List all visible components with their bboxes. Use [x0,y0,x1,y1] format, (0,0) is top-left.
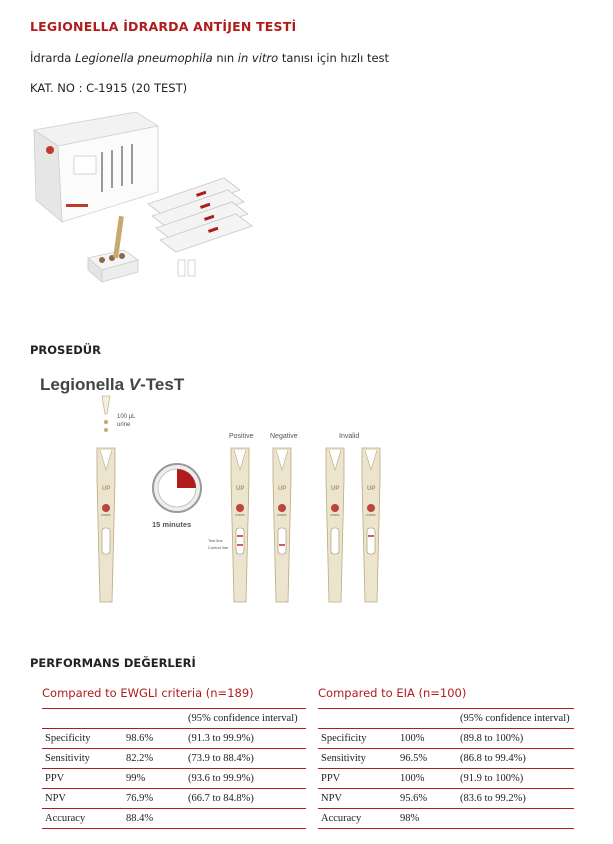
value-cell: 95.6% [400,789,460,809]
ci-cell [460,809,574,829]
value-cell: 98.6% [126,729,188,749]
value-cell: 76.9% [126,789,188,809]
metric-cell: Accuracy [42,809,126,829]
subtitle-suffix: tanısı için hızlı test [278,51,390,65]
value-cell: 99% [126,769,188,789]
table-row [318,789,574,809]
ci-cell: (83.6 to 99.2%) [460,789,574,809]
table-row [42,769,306,789]
device-up-label: UP [278,486,287,492]
device-logo: CORIS [366,513,376,517]
ci-cell: (89.8 to 100%) [460,729,574,749]
device-up-label: UP [331,486,340,492]
table-row [318,769,574,789]
subtitle-mid: nın [212,51,238,65]
subtitle-prefix: İdrarda [30,51,75,65]
device-logo: CORIS [235,513,245,517]
ci-cell: (91.3 to 99.9%) [188,729,306,749]
volume-label: 100 µL [117,414,136,420]
table-header-row [42,709,306,729]
value-cell: 88.4% [126,809,188,829]
product-description [30,51,389,65]
value-cell: 82.2% [126,749,188,769]
in-vitro-term: in vitro [237,51,279,65]
table-row [318,749,574,769]
ci-cell: (93.6 to 99.9%) [188,769,306,789]
value-cell: 100% [400,769,460,789]
negative-label: Negative [270,433,298,440]
table-row [318,809,574,829]
timer-icon [153,464,201,512]
metric-cell: PPV [318,769,400,789]
page-title: LEGIONELLA İDRARDA ANTİJEN TESTİ [30,19,297,34]
value-cell: 100% [400,729,460,749]
ci-header: (95% confidence interval) [460,709,574,729]
device-logo: CORIS [277,513,287,517]
eia-table [318,686,574,829]
device-invalid-2 [362,448,380,602]
device-logo: CORIS [101,513,111,517]
eia-table-heading: Compared to EIA (n=100) [318,686,467,700]
value-cell: 98% [400,809,460,829]
timer-label: 15 minutes [152,520,192,529]
table-row [42,809,306,829]
device-invalid-1 [326,448,344,602]
ci-cell: (91.9 to 100%) [460,769,574,789]
table-row [42,789,306,809]
ci-cell [188,809,306,829]
pipette-icon [102,396,110,414]
metric-cell: Sensitivity [318,749,400,769]
performance-heading: PERFORMANS DEĞERLERİ [30,656,196,670]
table-row [42,749,306,769]
metric-cell: NPV [42,789,126,809]
procedure-diagram [30,370,400,615]
device-sample [97,448,115,602]
value-cell: 96.5% [400,749,460,769]
procedure-heading: PROSEDÜR [30,343,101,357]
device-up-label: UP [236,486,245,492]
volume-unit-label: urine [117,422,131,428]
metric-cell: Specificity [42,729,126,749]
metric-cell: PPV [42,769,126,789]
kit-product-image [28,112,268,292]
positive-label: Positive [229,433,254,440]
device-negative [273,448,291,602]
table-row [318,729,574,749]
device-positive [231,448,249,602]
procedure-brand-title: Legionella V-TesT [40,375,185,394]
invalid-label: Invalid [339,433,360,440]
metric-cell: NPV [318,789,400,809]
ewgli-table-heading: Compared to EWGLI criteria (n=189) [42,686,254,700]
table-row [42,729,306,749]
ci-header: (95% confidence interval) [188,709,306,729]
device-up-label: UP [102,486,111,492]
ci-cell: (66.7 to 84.8%) [188,789,306,809]
metric-cell: Specificity [318,729,400,749]
ci-cell: (73.9 to 88.4%) [188,749,306,769]
ci-cell: (86.8 to 99.4%) [460,749,574,769]
device-up-label: UP [367,486,376,492]
ewgli-table [42,686,306,829]
control-line-label: Control line [208,545,229,550]
table-header-row [318,709,574,729]
metric-cell: Accuracy [318,809,400,829]
test-line-label: Test line [208,538,223,543]
metric-cell: Sensitivity [42,749,126,769]
ewgli-table-grid [42,708,306,829]
catalog-number: KAT. NO : C-1915 (20 TEST) [30,81,188,95]
device-logo: CORIS [330,513,340,517]
species-name: Legionella pneumophila [75,51,213,65]
eia-table-grid [318,708,574,829]
